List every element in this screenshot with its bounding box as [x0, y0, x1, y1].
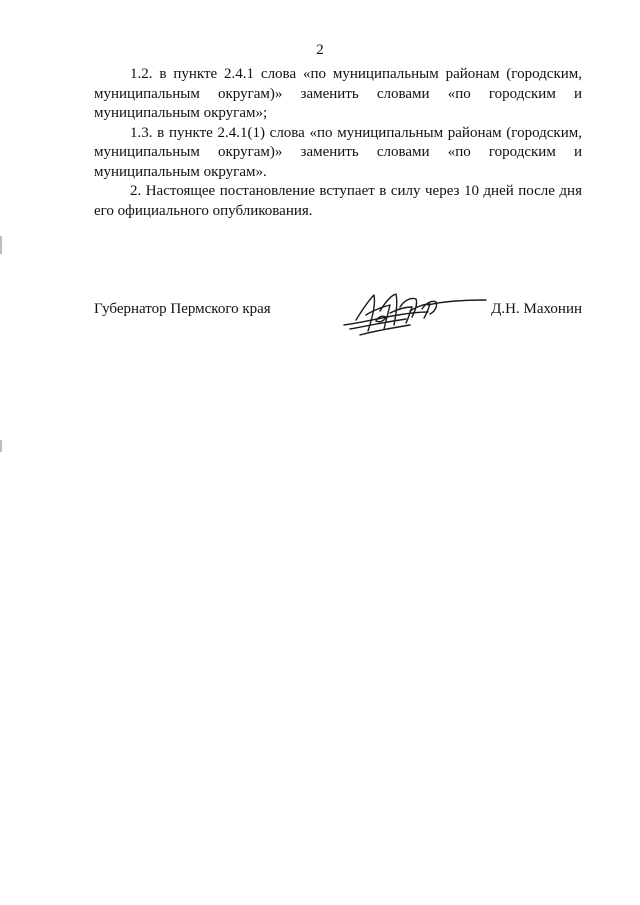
signature-block	[94, 285, 582, 345]
page-number: 2	[316, 42, 324, 58]
body-text	[94, 65, 582, 221]
paragraph-2: 2. Настоящее постановление вступает в силу через 10 дней после дня его официального опубликования.	[94, 183, 582, 219]
handwritten-signature-icon	[340, 285, 490, 345]
paragraph-1-3: 1.3. в пункте 2.4.1(1) слова «по муниципальным районам (городским, муниципальным округам)» заменить словами «по городским и муниципальным округам».	[94, 124, 582, 180]
paragraph-1-2: 1.2. в пункте 2.4.1 слова «по муниципальным районам (городским, муниципальным округам)» заменить словами «по городским и муниципальным округам»;	[94, 66, 582, 121]
signer-position: Губернатор Пермского края	[94, 301, 271, 317]
scan-edge-mark	[0, 440, 2, 452]
signer-name: Д.Н. Махонин	[491, 301, 582, 317]
scan-edge-mark	[0, 236, 2, 254]
